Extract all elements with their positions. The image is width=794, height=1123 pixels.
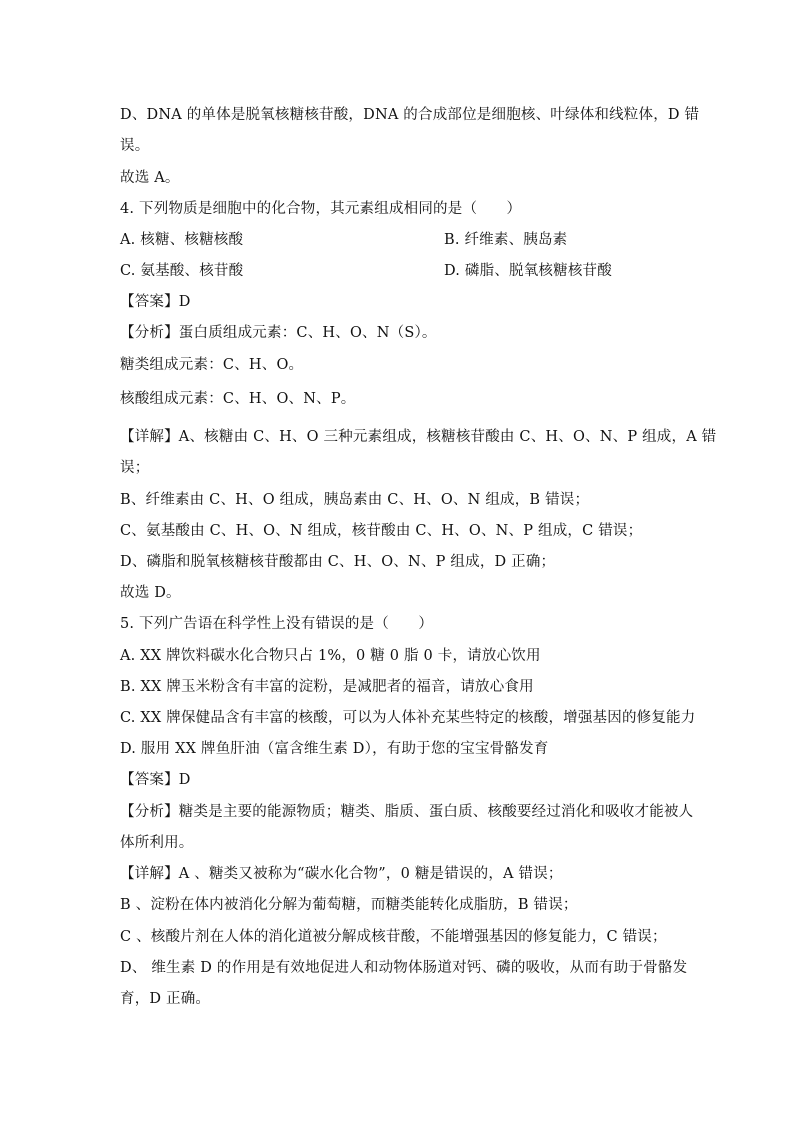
option-5d: D. 服用 XX 牌鱼肝油（富含维生素 D），有助于您的宝宝骨骼发育 <box>120 741 549 757</box>
text-line: 误。 <box>120 138 150 154</box>
detail-5: 【详解】A 、糖类又被称为“碳水化合物”，0 糖是错误的，A 错误； <box>120 866 563 882</box>
analysis-5: 【分析】糖类是主要的能源物质；糖类、脂质、蛋白质、核酸要经过消化和吸收才能被人 <box>120 804 694 820</box>
detail-4: C、氨基酸由 C、H、O、N 组成，核苷酸由 C、H、O、N、P 组成，C 错误； <box>120 523 643 539</box>
detail-4: D、磷脂和脱氧核糖核苷酸都由 C、H、O、N、P 组成，D 正确； <box>120 554 556 570</box>
detail-4: 误； <box>120 460 150 476</box>
text-line: 故选 A。 <box>120 170 180 186</box>
analysis-4: 核酸组成元素：C、H、O、N、P。 <box>120 391 356 407</box>
answer-4: 【答案】D <box>120 294 191 310</box>
option-5b: B. XX 牌玉米粉含有丰富的淀粉，是减肥者的福音，请放心食用 <box>120 679 534 695</box>
detail-5: 育，D 正确。 <box>120 991 211 1007</box>
text-line: D、DNA 的单体是脱氧核糖核苷酸，DNA 的合成部位是细胞核、叶绿体和线粒体，D 错 <box>120 107 700 123</box>
analysis-5: 体所利用。 <box>120 835 194 851</box>
detail-4: 故选 D。 <box>120 585 181 601</box>
option-4a: A. 核糖、核糖核酸 <box>120 232 244 248</box>
option-4c: C. 氨基酸、核苷酸 <box>120 263 244 279</box>
detail-5: B 、淀粉在体内被消化分解为葡萄糖，而糖类能转化成脂肪，B 错误； <box>120 897 578 913</box>
question-4: 4. 下列物质是细胞中的化合物，其元素组成相同的是（ ） <box>120 201 522 217</box>
detail-4: B、纤维素由 C、H、O 组成，胰岛素由 C、H、O、N 组成，B 错误； <box>120 492 590 508</box>
option-4d: D. 磷脂、脱氧核糖核苷酸 <box>444 263 612 279</box>
analysis-4: 【分析】蛋白质组成元素：C、H、O、N（S）。 <box>120 325 437 341</box>
option-4b: B. 纤维素、胰岛素 <box>444 232 568 248</box>
option-5c: C. XX 牌保健品含有丰富的核酸，可以为人体补充某些特定的核酸，增强基因的修复能力 <box>120 710 696 726</box>
detail-4: 【详解】A、核糖由 C、H、O 三种元素组成，核糖核苷酸由 C、H、O、N、P 组成，A 错 <box>120 429 717 445</box>
option-5a: A. XX 牌饮料碳水化合物只占 1%，0 糖 0 脂 0 卡，请放心饮用 <box>120 648 541 664</box>
detail-5: D、 维生素 D 的作用是有效地促进人和动物体肠道对钙、磷的吸收，从而有助于骨骼发 <box>120 960 688 976</box>
answer-5: 【答案】D <box>120 772 191 788</box>
question-5: 5. 下列广告语在科学性上没有错误的是（ ） <box>120 616 434 632</box>
detail-5: C 、核酸片剂在人体的消化道被分解成核苷酸，不能增强基因的修复能力，C 错误； <box>120 929 667 945</box>
analysis-4: 糖类组成元素：C、H、O。 <box>120 357 304 373</box>
